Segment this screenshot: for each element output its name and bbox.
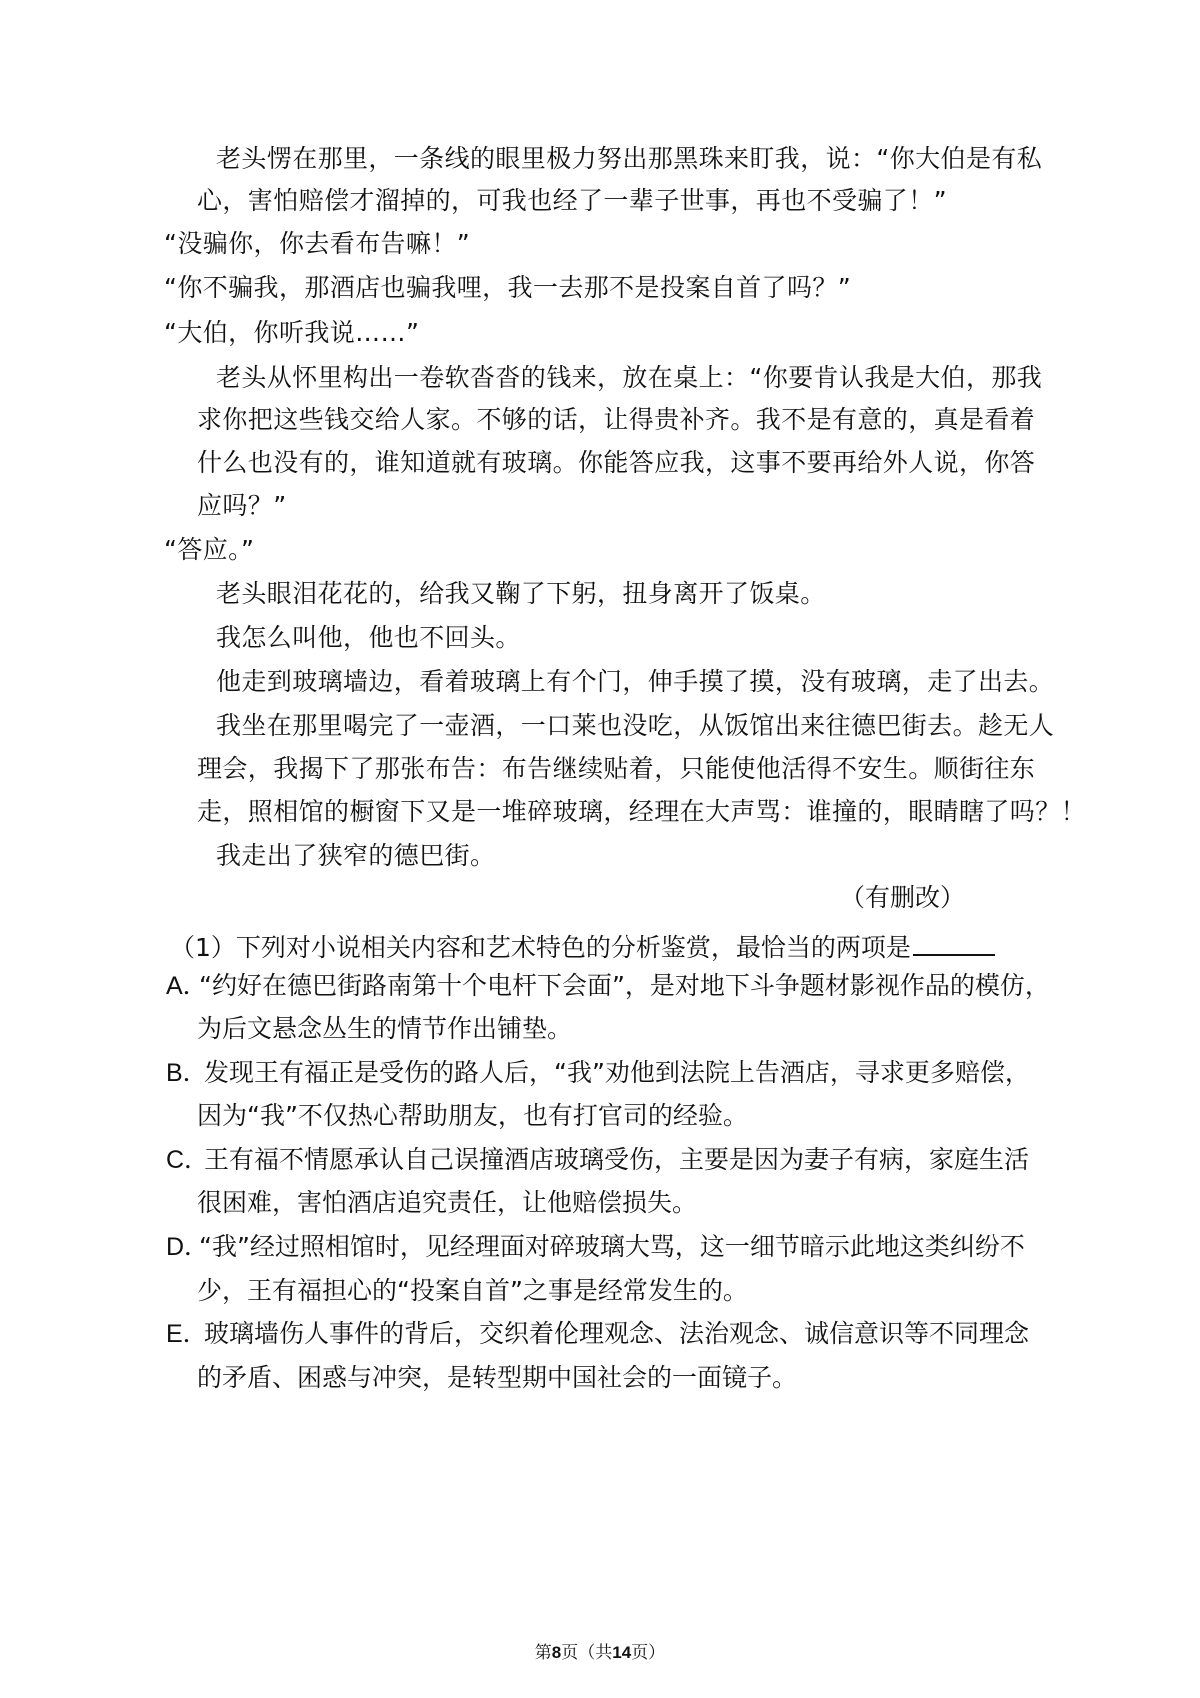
passage-line: “答应。” [164,535,255,564]
source-note: （有删改） [840,883,966,912]
footer-prefix: 第 [534,1643,552,1663]
passage-line: 老头眼泪花花的，给我又鞠了下躬，扭身离开了饭桌。 [216,579,826,608]
passage-line: 我坐在那里喝完了一壶酒，一口莱也没吃，从饭馆出来往德巴街去。趁无人 [216,711,1055,740]
option-line: “约好在德巴街路南第十个电杆下会面”，是对地下斗争题材影视作品的模仿， [199,971,1050,1000]
passage-line: “你不骗我，那酒店也骗我哩，我一去那不是投案自首了吗？” [164,273,852,302]
option-line: 少，王有福担心的“投案自首”之事是经常发生的。 [197,1276,748,1305]
option-letter: C． [166,1146,210,1174]
option-letter: D． [166,1233,210,1261]
page-footer [0,1642,1200,1664]
passage-line: 走，照相馆的橱窗下又是一堆碎玻璃，经理在大声骂：谁撞的，眼睛瞎了吗？！ [197,797,1087,826]
option-letter: A． [166,972,208,1000]
answer-blank [913,926,995,956]
option-line: 很困难，害怕酒店追究责任，让他赔偿损失。 [197,1188,698,1217]
passage-line: 他走到玻璃墙边，看着玻璃上有个门，伸手摸了摸，没有玻璃，走了出去。 [216,667,1055,696]
passage-line: 心，害怕赔偿才溜掉的，可我也经了一辈子世事，再也不受骗了！” [197,186,947,215]
option-line: “我”经过照相馆时，见经理面对碎玻璃大骂，这一细节暗示此地这类纠纷不 [199,1232,1025,1261]
option-line: 为后文悬念丛生的情节作出铺垫。 [197,1014,573,1043]
option-letter: E． [166,1320,208,1348]
footer-middle: 页（共 [561,1643,613,1663]
passage-line: 我走出了狭窄的德巴街。 [216,841,496,870]
passage-line: 我怎么叫他，他也不回头。 [216,623,521,652]
option-line: 王有福不情愿承认自己误撞酒店玻璃受伤，主要是因为妻子有病，家庭生活 [204,1145,1030,1174]
question-stem [170,926,995,964]
option-letter: B． [166,1059,208,1087]
footer-suffix: 页） [631,1643,666,1663]
option-line: 因为“我”不仅热心帮助朋友，也有打官司的经验。 [197,1101,748,1130]
passage-line: 老头从怀里构出一卷软沓沓的钱来，放在桌上：“你要肯认我是大伯，那我 [216,363,1043,392]
option-line: 发现王有福正是受伤的路人后，“我”劝他到法院上告酒店，寻求更多赔偿， [204,1058,1030,1087]
footer-page-number: 8 [551,1643,562,1662]
question-stem-text: （1）下列对小说相关内容和艺术特色的分析鉴赏，最恰当的两项是 [170,933,911,962]
option-line: 的矛盾、困惑与冲突，是转型期中国社会的一面镜子。 [197,1363,798,1392]
passage-line: “大伯，你听我说……” [164,318,420,347]
footer-total-pages: 14 [612,1643,632,1662]
option-line: 玻璃墙伤人事件的背后，交织着伦理观念、法治观念、诚信意识等不同理念 [204,1319,1030,1348]
passage-line: 应吗？” [197,491,287,520]
passage-line: 老头愣在那里，一条线的眼里极力努出那黑珠来盯我，说：“你大伯是有私 [216,144,1043,173]
passage-line: 理会，我揭下了那张布告：布告继续贴着，只能使他活得不安生。顺街往东 [197,754,1036,783]
passage-line: 什么也没有的，谁知道就有玻璃。你能答应我，这事不要再给外人说，你答 [197,448,1036,477]
passage-line: “没骗你，你去看布告嘛！” [164,229,471,258]
passage-line: 求你把这些钱交给人家。不够的话，让得贵补齐。我不是有意的，真是看着 [197,405,1036,434]
